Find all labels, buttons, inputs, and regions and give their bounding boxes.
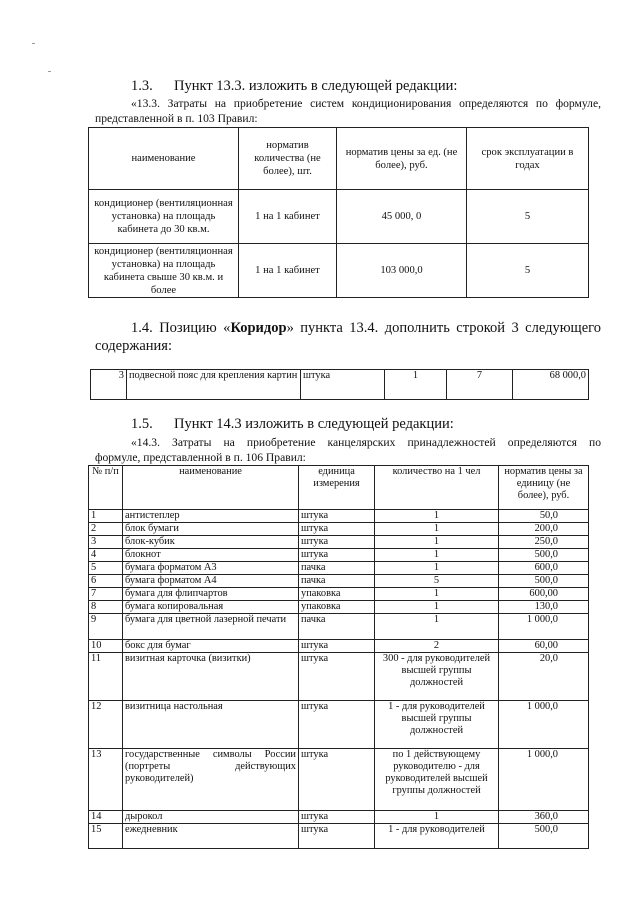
section-number: 1.3. [131,78,153,94]
table-cell: кондиционер (вентиляционная установка) на площадь кабинета свыше 30 кв.м. и более [89,244,239,298]
table-cell: антистеплер [123,510,299,523]
table-cell: бумага для цветной лазерной печати [123,614,299,640]
table-cell: 6 [89,575,123,588]
table-cell: 200,0 [499,523,589,536]
column-header: норматив количества (не более), шт. [239,128,337,190]
table-cell: упаковка [299,588,375,601]
section-title: Пункт 13.3. изложить в следующей редакции: [174,78,458,94]
table-cell: 14 [89,811,123,824]
table-row [89,549,589,562]
column-header: единица измерения [299,466,375,510]
column-header: наименование [123,466,299,510]
table-cell: визитная карточка (визитки) [123,653,299,701]
table-cell: кондиционер (вентиляционная установка) на площадь кабинета до 30 кв.м. [89,190,239,244]
table-cell: бумага форматом А4 [123,575,299,588]
position-name: Коридор [230,320,287,336]
section-1-5-paragraph-line1: «14.3. Затраты на приобретение канцелярских принадлежностей определяются по [131,436,601,449]
table-cell: штука [299,549,375,562]
table-cell: 2 [89,523,123,536]
table-cell: дырокол [123,811,299,824]
table-cell: подвесной пояс для крепления картин [127,370,301,400]
table-cell: 9 [89,614,123,640]
table-cell: 250,0 [499,536,589,549]
table-cell: 13 [89,749,123,811]
table-cell: 130,0 [499,601,589,614]
table-cell: бумага для флипчартов [123,588,299,601]
section-1-5-heading [131,416,454,433]
table-cell: 4 [89,549,123,562]
table-cell: упаковка [299,601,375,614]
table-cell: штука [299,701,375,749]
table-cell: штука [299,536,375,549]
table-cell: 7 [89,588,123,601]
table-row [89,190,589,244]
table-cell: 5 [467,190,589,244]
table-cell: 10 [89,640,123,653]
table-cell: 8 [89,601,123,614]
table-cell: 15 [89,824,123,849]
table-cell: по 1 действующему руководителю - для руководителей высшей группы должностей [375,749,499,811]
section-number: 1.5. [131,416,153,432]
table-cell: 600,00 [499,588,589,601]
table-row [89,614,589,640]
table-cell: 1 [375,536,499,549]
table-cell: 600,0 [499,562,589,575]
table-cell: 300 - для руководителей высшей группы должностей [375,653,499,701]
table-cell: 1 [375,510,499,523]
table-row [89,824,589,849]
table-cell: штука [299,510,375,523]
column-header: количество на 1 чел [375,466,499,510]
table-row [89,575,589,588]
table-cell: штука [301,370,385,400]
section-1-3-paragraph-line1: «13.3. Затраты на приобретение систем кондиционирования определяются по формуле, [131,97,601,110]
table-cell: 1 000,0 [499,701,589,749]
column-header: норматив цены за ед. (не более), руб. [337,128,467,190]
table-cell: 3 [89,536,123,549]
table-cell: 1 [375,562,499,575]
table-cell: 45 000, 0 [337,190,467,244]
table-cell: 2 [375,640,499,653]
table-cell: 1 [375,614,499,640]
table-cell: 1 на 1 кабинет [239,190,337,244]
table-cell: бумага форматом А3 [123,562,299,575]
table-cell: государственные символы России (портреты действующих руководителей) [123,749,299,811]
table-row [89,701,589,749]
table-row [89,523,589,536]
scan-mark [32,43,35,44]
table-cell: 68 000,0 [513,370,589,400]
table-row [89,601,589,614]
table-cell: штука [299,640,375,653]
column-header: норматив цены за единицу (не более), руб. [499,466,589,510]
table-cell: 11 [89,653,123,701]
section-title: Пункт 14.3 изложить в следующей редакции: [174,416,454,432]
table-cell: 1 на 1 кабинет [239,244,337,298]
table-cell: 5 [375,575,499,588]
section-1-4-line2: содержания: [95,338,173,354]
table-cell: 12 [89,701,123,749]
table-cell: 7 [447,370,513,400]
table-cell: блок-кубик [123,536,299,549]
conditioners-table [88,127,589,298]
corridor-row-table [90,369,589,400]
section-1-5-paragraph-line2: формуле, представленной в п. 106 Правил: [95,451,306,464]
table-cell: блок бумаги [123,523,299,536]
section-1-4-line1: 1.4. Позицию «Коридор» пункта 13.4. дополнить строкой 3 следующего [131,320,601,336]
table-row [89,510,589,523]
table-cell: 1 [375,588,499,601]
table-cell: 1 000,0 [499,749,589,811]
table-row [89,749,589,811]
table-cell: 500,0 [499,824,589,849]
column-header: срок эксплуатации в годах [467,128,589,190]
table-row [89,653,589,701]
table-cell: 1 [375,601,499,614]
table-cell: 50,0 [499,510,589,523]
table-cell: штука [299,523,375,536]
table-cell: 3 [91,370,127,400]
table-row [89,536,589,549]
table-row [89,244,589,298]
table-cell: штука [299,749,375,811]
table-row [89,588,589,601]
table-cell: 1 [375,549,499,562]
table-cell: 1 000,0 [499,614,589,640]
table-row [91,370,589,400]
table-cell: пачка [299,562,375,575]
table-cell: штука [299,811,375,824]
table-cell: 103 000,0 [337,244,467,298]
section-1-3-heading [131,78,457,95]
table-cell: 5 [89,562,123,575]
table-cell: 500,0 [499,549,589,562]
table-cell: 5 [467,244,589,298]
table-cell: ежедневник [123,824,299,849]
table-row [89,811,589,824]
table-cell: 60,00 [499,640,589,653]
table-row [89,562,589,575]
table-cell: 1 - для руководителей высшей группы должностей [375,701,499,749]
stationery-table [88,465,589,849]
table-cell: 500,0 [499,575,589,588]
table-cell: 1 [385,370,447,400]
section-1-3-paragraph-line2: представленной в п. 103 Правил: [95,112,258,125]
table-cell: штука [299,653,375,701]
table-cell: визитница настольная [123,701,299,749]
column-header: № п/п [89,466,123,510]
table-row [89,640,589,653]
table-cell: 1 - для руководителей [375,824,499,849]
table-cell: 1 [375,811,499,824]
scan-mark [48,71,51,72]
table-cell: блокнот [123,549,299,562]
table-cell: пачка [299,575,375,588]
column-header: наименование [89,128,239,190]
table-cell: 1 [375,523,499,536]
table-cell: 20,0 [499,653,589,701]
table-cell: бокс для бумаг [123,640,299,653]
table-cell: штука [299,824,375,849]
table-cell: 1 [89,510,123,523]
table-cell: бумага копировальная [123,601,299,614]
table-cell: 360,0 [499,811,589,824]
table-cell: пачка [299,614,375,640]
